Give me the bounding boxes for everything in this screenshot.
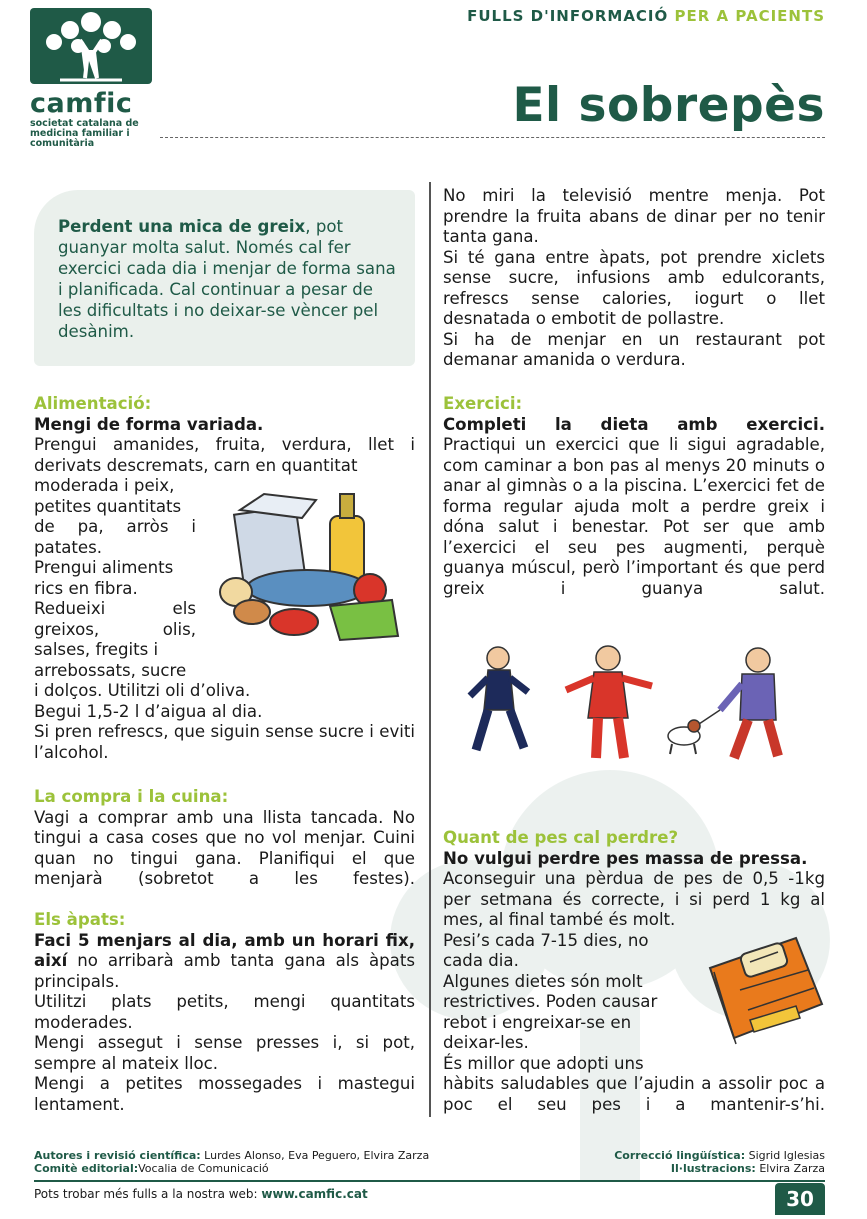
tree-logo-icon: [30, 8, 152, 84]
perdre-p1: Aconseguir una pèrdua de pes de 0,5 -1kg per setmana és correcte, i si perd 1 kg al mes, al final també és molt.: [443, 869, 825, 929]
perdre-p2b: cada dia.: [443, 951, 519, 970]
credits-committee: [34, 1162, 429, 1175]
alimentacio-p6: Prengui aliments: [34, 558, 174, 577]
footer-web: [34, 1187, 368, 1201]
intro-bold: Perdent una mica de greix: [58, 217, 306, 236]
credits-authors: [34, 1149, 429, 1162]
credits-illustrations-label: Il·lustracions:: [670, 1162, 756, 1175]
footer-web-link[interactable]: www.camfic.cat: [261, 1187, 368, 1201]
logo-subtitle-1: societat catalana de: [30, 118, 139, 129]
lead-exercici: Completi la dieta amb exercici.: [443, 414, 825, 434]
credits-correction-value: Sigrid Iglesias: [745, 1149, 825, 1162]
lead-apats: Faci 5 menjars al dia, amb un horari fix, així: [34, 930, 415, 970]
intro-box: [34, 190, 415, 366]
page-title: El sobrepès: [512, 78, 825, 133]
alimentacio-p7: rics en fibra.: [34, 578, 138, 598]
perdre-p4a: És millor que adopti uns: [443, 1053, 644, 1073]
credits-committee-label: Comitè editorial:: [34, 1162, 139, 1175]
alimentacio-p10: salses, fregits i: [34, 640, 159, 659]
apats-p3: Mengi a petites mossegades i mastegui lentament.: [34, 1074, 415, 1114]
alimentacio-p8: Redueixi els: [34, 599, 196, 618]
logo-subtitle-2: medicina familiar i: [30, 128, 130, 139]
series-label-part2: PER A PACIENTS: [674, 7, 825, 25]
compra-text: Vagi a comprar amb una llista tancada. No tingui a casa coses que no vol menjar. Cuini quan no tingui gana. Planifiqui el que menjarà (sobretot a les festes).: [34, 807, 415, 888]
perdre-p3b: restrictives. Poden causar: [443, 992, 658, 1011]
footer-web-text: Pots trobar més fulls a la nostra web:: [34, 1187, 262, 1201]
alimentacio-p2: moderada i peix,: [34, 476, 175, 495]
credits-authors-label: Autores i revisió científica:: [34, 1149, 201, 1162]
perdre-p2a: Pesi’s cada 7-15 dies, no: [443, 930, 649, 950]
alimentacio-p3: petites quantitats: [34, 496, 182, 516]
section-apats: [34, 910, 415, 1115]
alimentacio-p13: Begui 1,5-2 l d’aigua al dia.: [34, 701, 263, 721]
alimentacio-p9: greixos, olis,: [34, 619, 196, 639]
exercici-text: Practiqui un exercici que li sigui agradable, com caminar a bon pas al menys 20 minuts o anar al gimnàs o a la piscina. L’exercici fet de forma regular ajuda molt a perdre greix i dóna salut i benestar. Pot ser que amb l’exercici el seu pes augmenti, perquè guanya múscul, però l’important és que perd greix i guanya salut.: [443, 435, 825, 598]
scale-illustration: [700, 928, 828, 1046]
exercise-illustration: [458, 640, 830, 770]
credits-correction-label: Correcció lingüística:: [614, 1149, 746, 1162]
credits-illustrations: [614, 1162, 825, 1175]
page-number: 30: [775, 1183, 825, 1215]
apats-p1: Utilitzi plats petits, mengi quantitats moderades.: [34, 992, 415, 1032]
perdre-p4b: hàbits saludables que l’ajudin a assolir poc a poc el seu pes i a mantenir-s’hi.: [443, 1074, 825, 1114]
column-divider: [429, 182, 431, 1117]
heading-compra: La compra i la cuina:: [34, 787, 229, 806]
credits-illustrations-value: Elvira Zarza: [755, 1162, 825, 1175]
alimentacio-p5: patates.: [34, 537, 103, 557]
heading-exercici: Exercici:: [443, 394, 523, 413]
section-compra: [34, 787, 415, 890]
footer-divider: [34, 1180, 825, 1182]
heading-apats: Els àpats:: [34, 910, 126, 929]
credits-authors-names: Lurdes Alonso, Eva Peguero, Elvira Zarza: [200, 1149, 430, 1162]
right-top-p1: No miri la televisió mentre menja. Pot prendre la fruita abans de dinar per no tenir tanta gana.: [443, 186, 825, 246]
lead-alimentacio: Mengi de forma variada.: [34, 414, 264, 434]
logo-name: camfic: [30, 88, 133, 119]
section-exercici: [443, 394, 825, 599]
apats-p2: Mengi assegut i sense presses i, si pot, sempre al mateix lloc.: [34, 1033, 415, 1073]
credits-committee-value: Vocalia de Comunicació: [138, 1162, 269, 1175]
perdre-p3d: deixar-les.: [443, 1033, 529, 1052]
alimentacio-p12: i dolços. Utilitzi oli d’oliva.: [34, 681, 251, 700]
lead-perdre: No vulgui perdre pes massa de pressa.: [443, 848, 808, 868]
lead-apats-rest: no arribarà amb tanta gana als àpats principals.: [34, 951, 415, 991]
perdre-p3a: Algunes dietes són molt: [443, 971, 643, 991]
right-top-p3: Si ha de menjar en un restaurant pot demanar amanida o verdura.: [443, 329, 825, 369]
alimentacio-p11: arrebossats, sucre: [34, 660, 187, 680]
perdre-p3c: rebot i engreixar-se en: [443, 1012, 632, 1032]
right-top-p2: Si té gana entre àpats, pot prendre xiclets sense sucre, infusions amb edulcorants, refrescs sense calories, iogurt o llet desnatada o embotit de pollastre.: [443, 247, 825, 328]
logo-subtitle-3: comunitària: [30, 138, 95, 149]
alimentacio-p1: Prengui amanides, fruita, verdura, llet i derivats descremats, carn en quantitat: [34, 435, 415, 475]
series-label-part1: FULLS D'INFORMACIÓ: [467, 7, 675, 25]
credits-correction: [614, 1149, 825, 1162]
section-right-top: [443, 186, 825, 371]
camfic-logo: [30, 8, 160, 149]
food-illustration: [212, 488, 412, 648]
alimentacio-p14: Si pren refrescs, que siguin sense sucre i eviti l’alcohol.: [34, 722, 415, 762]
heading-alimentacio: Alimentació:: [34, 394, 152, 413]
heading-perdre: Quant de pes cal perdre?: [443, 828, 679, 847]
title-divider: [160, 137, 825, 138]
alimentacio-p4: de pa, arròs i: [34, 517, 196, 536]
intro-text: , pot guanyar molta salut. Només cal fer exercici cada dia i menjar de forma sana i planificada. Cal continuar a pesar de les dificultats i no deixar-se vèncer pel desànim.: [58, 217, 396, 341]
series-label: [467, 7, 825, 25]
